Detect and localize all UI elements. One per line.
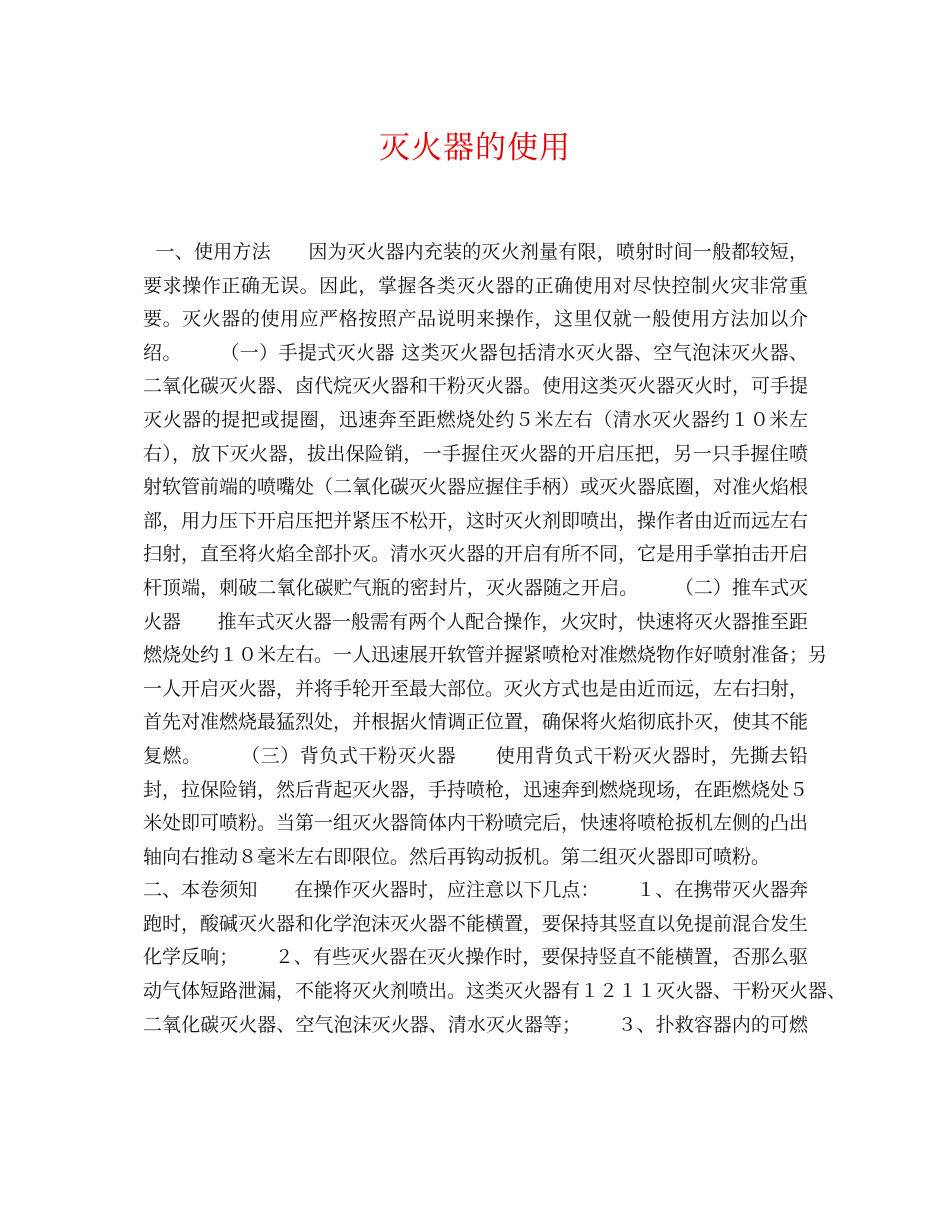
body-line: 射软管前端的喷嘴处（二氧化碳灭火器应握住手柄）或灭火器底圈，对准火焰根 [143,476,809,499]
body-line: 火器 推车式灭火器一般需有两个人配合操作，火灾时，快速将灭火器推至距 [143,610,808,633]
body-line: 右），放下灭火器，拔出保险销，一手握住灭火器的开启压把，另一只手握住喷 [143,442,808,465]
body-line: 动气体短路泄漏，不能将灭火剂喷出。这类灭火器有１２１１灭火器、干粉灭火器、 [143,980,847,1003]
body-line: 米处即可喷粉。当第一组灭火器筒体内干粉喷完后，快速将喷枪扳机左侧的凸出 [143,812,809,835]
body-line: 封，拉保险销，然后背起灭火器，手持喷枪，迅速奔到燃烧现场，在距燃烧处５ [143,778,809,801]
document-body [143,236,847,1042]
body-line: 一、使用方法 因为灭火器内充装的灭火剂量有限，喷射时间一般都较短， [143,241,808,263]
body-line: 二氧化碳灭火器、空气泡沫灭火器、清水灭火器等； ３、扑救容器内的可燃 [143,1013,808,1036]
body-line: 首先对准燃烧最猛烈处，并根据火情调正位置，确保将火焰彻底扑灭，使其不能 [143,711,809,734]
body-line: 一人开启灭火器，并将手轮开至最大部位。灭火方式也是由近而远，左右扫射， [143,677,809,700]
body-line: 二、本卷须知 在操作灭火器时，应注意以下几点： １、在携带灭火器奔 [143,879,808,902]
body-line: 扫射，直至将火焰全部扑灭。清水灭火器的开启有所不同，它是用手掌拍击开启 [143,543,809,566]
body-line: 燃烧处约１０米左右。一人迅速展开软管并握紧喷枪对准燃烧物作好喷射准备；另 [143,644,828,667]
body-line: 复燃。 （三）背负式干粉灭火器 使用背负式干粉灭火器时，先撕去铅 [143,744,808,767]
body-line: 灭火器的提把或提圈，迅速奔至距燃烧处约５米左右（清水灭火器约１０米左 [143,408,808,431]
document-title: 灭火器的使用 [379,130,571,166]
body-line: 二氧化碳灭火器、卤代烷灭火器和干粉灭火器。使用这类灭火器灭火时，可手提 [143,375,809,398]
body-line: 部，用力压下开启压把并紧压不松开，这时灭火剂即喷出，操作者由近而远左右 [143,509,809,532]
body-line: 跑时，酸碱灭火器和化学泡沫灭火器不能横置，要保持其竖直以免提前混合发生 [143,912,809,935]
body-line: 轴向右推动８毫米左右即限位。然后再钩动扳机。第二组灭火器即可喷粉。 [143,845,771,868]
body-line: 要。灭火器的使用应严格按照产品说明来操作，这里仅就一般使用方法加以介 [143,308,808,331]
body-line: 要求操作正确无误。因此，掌握各类灭火器的正确使用对尽快控制火灾非常重 [143,274,808,297]
body-line: 化学反响； ２、有些灭火器在灭火操作时，要保持竖直不能横置，否那么驱 [143,946,808,969]
body-line: 杆顶端，刺破二氧化碳贮气瓶的密封片，灭火器随之开启。 （二）推车式灭 [143,576,808,599]
body-line: 绍。 （一）手提式灭火器 这类灭火器包括清水灭火器、空气泡沫灭火器、 [143,341,808,364]
